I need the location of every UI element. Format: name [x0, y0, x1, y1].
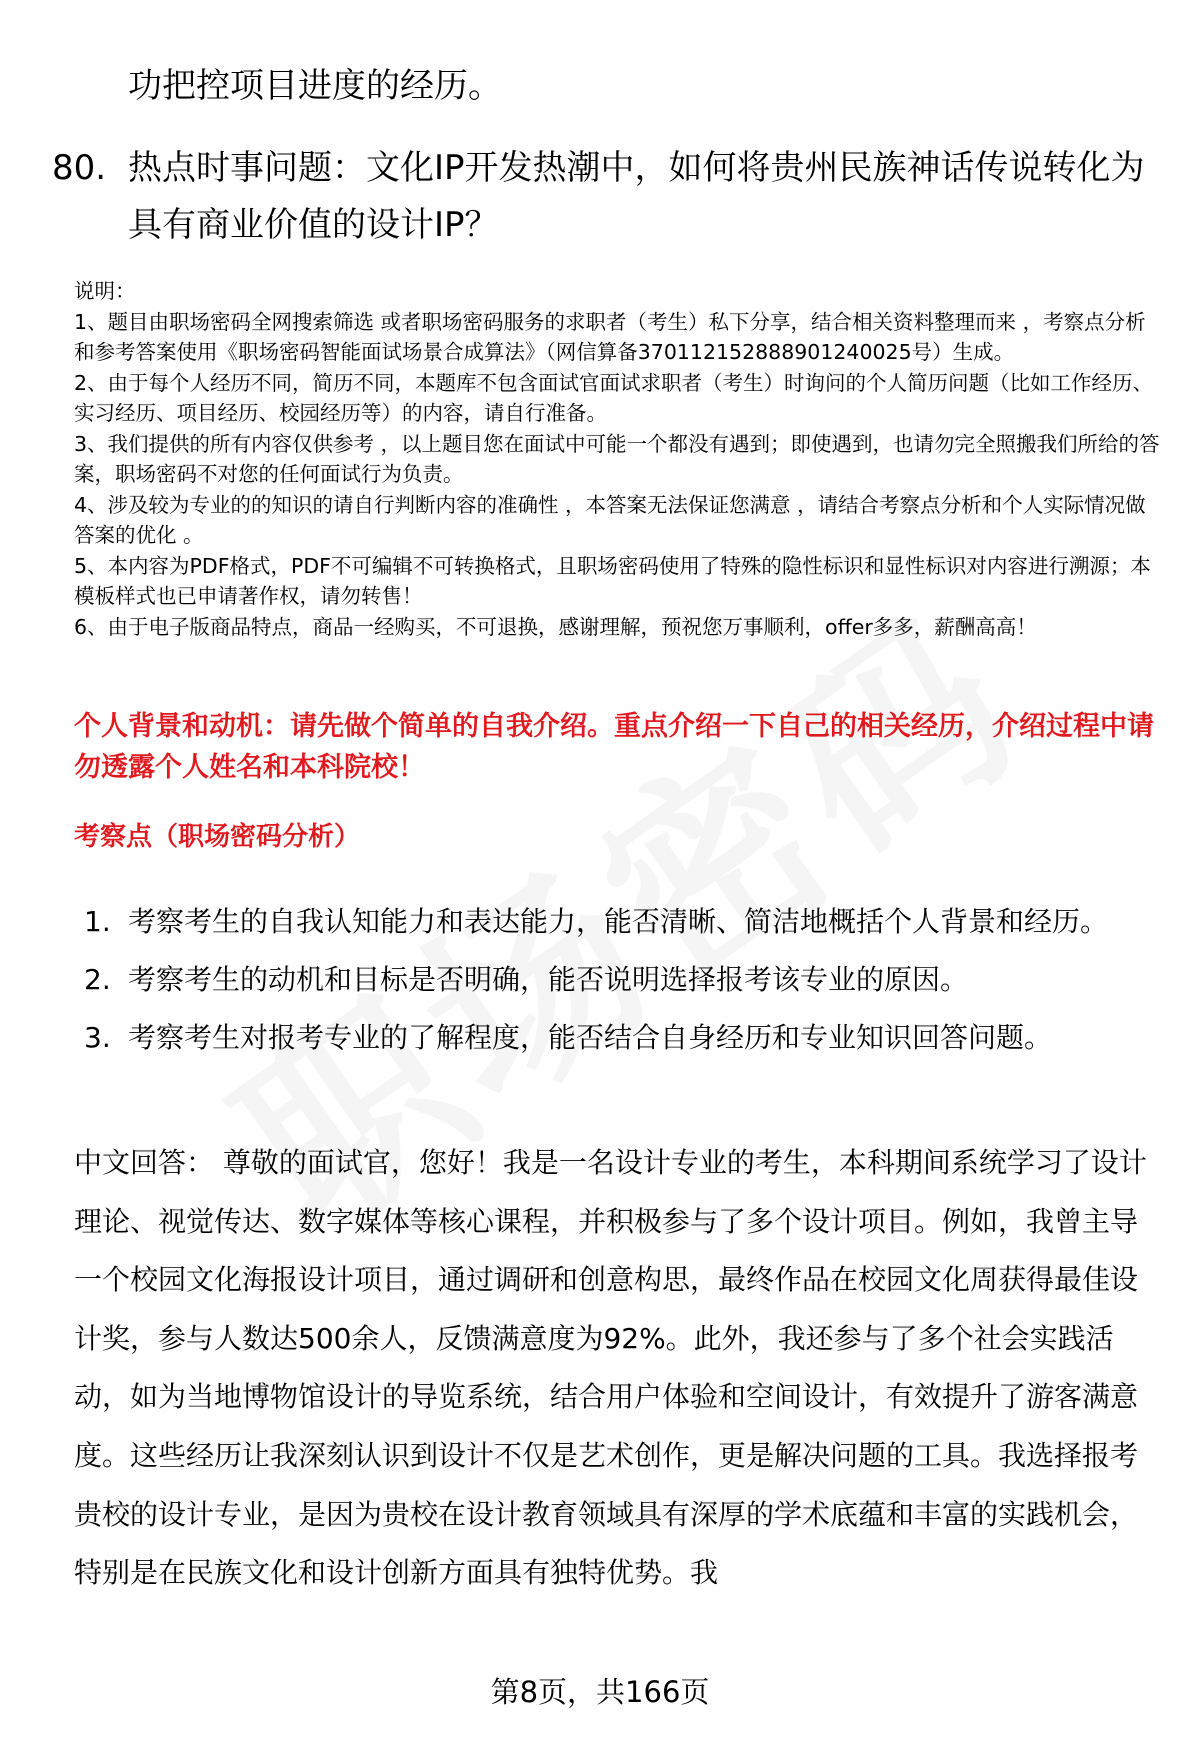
- disclaimer-notes: [74, 276, 1164, 642]
- question-number: 80.: [52, 148, 107, 188]
- analysis-points-list: [84, 893, 1144, 1067]
- list-item-number: 1.: [84, 905, 111, 938]
- chinese-answer: 中文回答： 尊敬的面试官，您好！我是一名设计专业的考生，本科期间系统学习了设计理论、视觉传达、数字媒体等核心课程，并积极参与了多个设计项目。例如，我曾主导一个校园文化海报设计项目，通过调研和创意构思，最终作品在校园文化周获得最佳设计奖，参与人数达500余人，反馈满意度为92%。此外，我还参与了多个社会实践活动，如为当地博物馆设计的导览系统，结合用户体验和空间设计，有效提升了游客满意度。这些经历让我深刻认识到设计不仅是艺术创作，更是解决问题的工具。我选择报考贵校的设计专业，是因为贵校在设计教育领域具有深厚的学术底蕴和丰富的实践机会，特别是在民族文化和设计创新方面具有独特优势。我: [74, 1146, 1147, 1590]
- note-item: 5、本内容为PDF格式，PDF不可编辑不可转换格式，且职场密码使用了特殊的隐性标识和显性标识对内容进行溯源；本模板样式也已申请著作权，请勿转售！: [74, 553, 1151, 608]
- section-title: 个人背景和动机：请先做个简单的自我介绍。重点介绍一下自己的相关经历，介绍过程中请勿透露个人姓名和本科院校！: [74, 711, 1154, 783]
- question-text: 热点时事问题：文化IP开发热潮中，如何将贵州民族神话传说转化为具有商业价值的设计IP？: [128, 148, 1145, 245]
- note-item: 1、题目由职场密码全网搜索筛选 或者职场密码服务的求职者（考生）私下分享，结合相关资料整理而来 ，考察点分析和参考答案使用《职场密码智能面试场景合成算法》（网信算备370112152888901240025号）生成。: [74, 309, 1146, 364]
- list-item: [84, 951, 1144, 1009]
- question-80: [52, 140, 1152, 254]
- note-item: 3、我们提供的所有内容仅供参考 ，以上题目您在面试中可能一个都没有遇到；即使遇到，也请勿完全照搬我们所给的答案，职场密码不对您的任何面试行为负责。: [74, 431, 1160, 486]
- list-item: [84, 1009, 1144, 1067]
- note-item: 2、由于每个人经历不同，简历不同，本题库不包含面试官面试求职者（考生）时询问的个人简历问题（比如工作经历、实习经历、项目经历、校园经历等）的内容，请自行准备。: [74, 370, 1154, 425]
- list-item-text: 考察考生的动机和目标是否明确，能否说明选择报考该专业的原因。: [128, 963, 969, 996]
- notes-title: 说明：: [74, 279, 136, 303]
- previous-answer-continuation: 功把控项目进度的经历。: [128, 66, 502, 106]
- page-footer: 第8页，共166页: [490, 1675, 710, 1709]
- list-item-number: 2.: [84, 963, 111, 996]
- list-item-text: 考察考生对报考专业的了解程度，能否结合自身经历和专业知识回答问题。: [128, 1021, 1053, 1054]
- analysis-subtitle: 考察点（职场密码分析）: [74, 822, 361, 852]
- list-item: [84, 893, 1144, 951]
- list-item-text: 考察考生的自我认知能力和表达能力，能否清晰、简洁地概括个人背景和经历。: [128, 905, 1109, 938]
- note-item: 4、涉及较为专业的的知识的请自行判断内容的准确性 ，本答案无法保证您满意 ，请结合考察点分析和个人实际情况做答案的优化 。: [74, 492, 1146, 547]
- list-item-number: 3.: [84, 1021, 111, 1054]
- note-item: 6、由于电子版商品特点，商品一经购买，不可退换，感谢理解，预祝您万事顺利，offer多多，薪酬高高！: [74, 614, 1037, 639]
- section-heading: [74, 706, 1164, 788]
